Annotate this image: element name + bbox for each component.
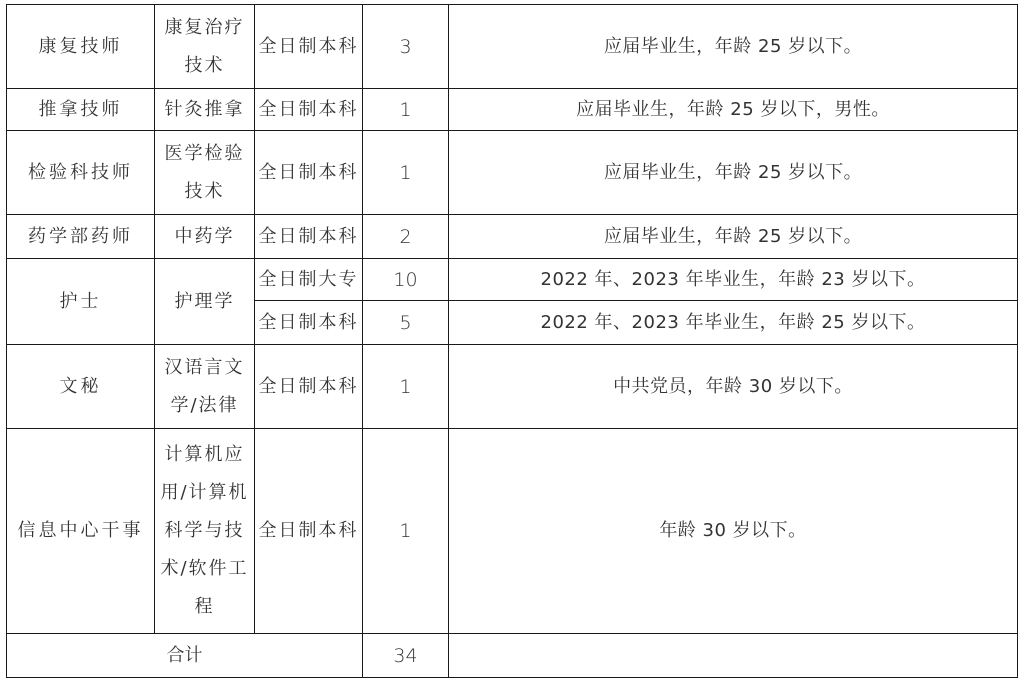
requirement-cell: 应届毕业生，年龄 25 岁以下。 — [449, 131, 1018, 215]
table-row — [7, 215, 1018, 259]
major-cell: 计算机应 用/计算机 科学与技 术/软件工 程 — [155, 429, 255, 634]
count-cell: 5 — [363, 301, 449, 345]
total-label: 合计 — [7, 634, 363, 678]
table-row — [7, 429, 1018, 634]
education-cell: 全日制本科 — [255, 429, 363, 634]
count-cell: 1 — [363, 345, 449, 429]
total-count: 34 — [363, 634, 449, 678]
position-cell: 康复技师 — [7, 5, 155, 89]
count-cell: 2 — [363, 215, 449, 259]
position-cell: 推拿技师 — [7, 89, 155, 131]
requirement-cell: 2022 年、2023 年毕业生，年龄 23 岁以下。 — [449, 259, 1018, 301]
table-row — [7, 345, 1018, 429]
recruitment-table — [6, 4, 1018, 678]
requirement-cell: 应届毕业生，年龄 25 岁以下。 — [449, 215, 1018, 259]
major-cell: 汉语言文 学/法律 — [155, 345, 255, 429]
major-cell: 康复治疗 技术 — [155, 5, 255, 89]
education-cell: 全日制本科 — [255, 301, 363, 345]
education-cell: 全日制本科 — [255, 131, 363, 215]
major-cell: 针灸推拿 — [155, 89, 255, 131]
count-cell: 10 — [363, 259, 449, 301]
table-row — [7, 131, 1018, 215]
requirement-cell: 应届毕业生，年龄 25 岁以下，男性。 — [449, 89, 1018, 131]
requirement-cell: 2022 年、2023 年毕业生，年龄 25 岁以下。 — [449, 301, 1018, 345]
count-cell: 1 — [363, 429, 449, 634]
education-cell: 全日制本科 — [255, 5, 363, 89]
major-cell: 医学检验 技术 — [155, 131, 255, 215]
table-row — [7, 259, 1018, 301]
position-cell: 护士 — [7, 259, 155, 345]
table-row — [7, 5, 1018, 89]
position-cell: 信息中心干事 — [7, 429, 155, 634]
education-cell: 全日制大专 — [255, 259, 363, 301]
count-cell: 3 — [363, 5, 449, 89]
requirement-cell: 年龄 30 岁以下。 — [449, 429, 1018, 634]
major-cell: 护理学 — [155, 259, 255, 345]
total-requirement — [449, 634, 1018, 678]
education-cell: 全日制本科 — [255, 89, 363, 131]
position-cell: 文秘 — [7, 345, 155, 429]
education-cell: 全日制本科 — [255, 215, 363, 259]
requirement-cell: 中共党员，年龄 30 岁以下。 — [449, 345, 1018, 429]
requirement-cell: 应届毕业生，年龄 25 岁以下。 — [449, 5, 1018, 89]
count-cell: 1 — [363, 89, 449, 131]
count-cell: 1 — [363, 131, 449, 215]
position-cell: 药学部药师 — [7, 215, 155, 259]
table-row — [7, 89, 1018, 131]
major-cell: 中药学 — [155, 215, 255, 259]
position-cell: 检验科技师 — [7, 131, 155, 215]
total-row — [7, 634, 1018, 678]
education-cell: 全日制本科 — [255, 345, 363, 429]
